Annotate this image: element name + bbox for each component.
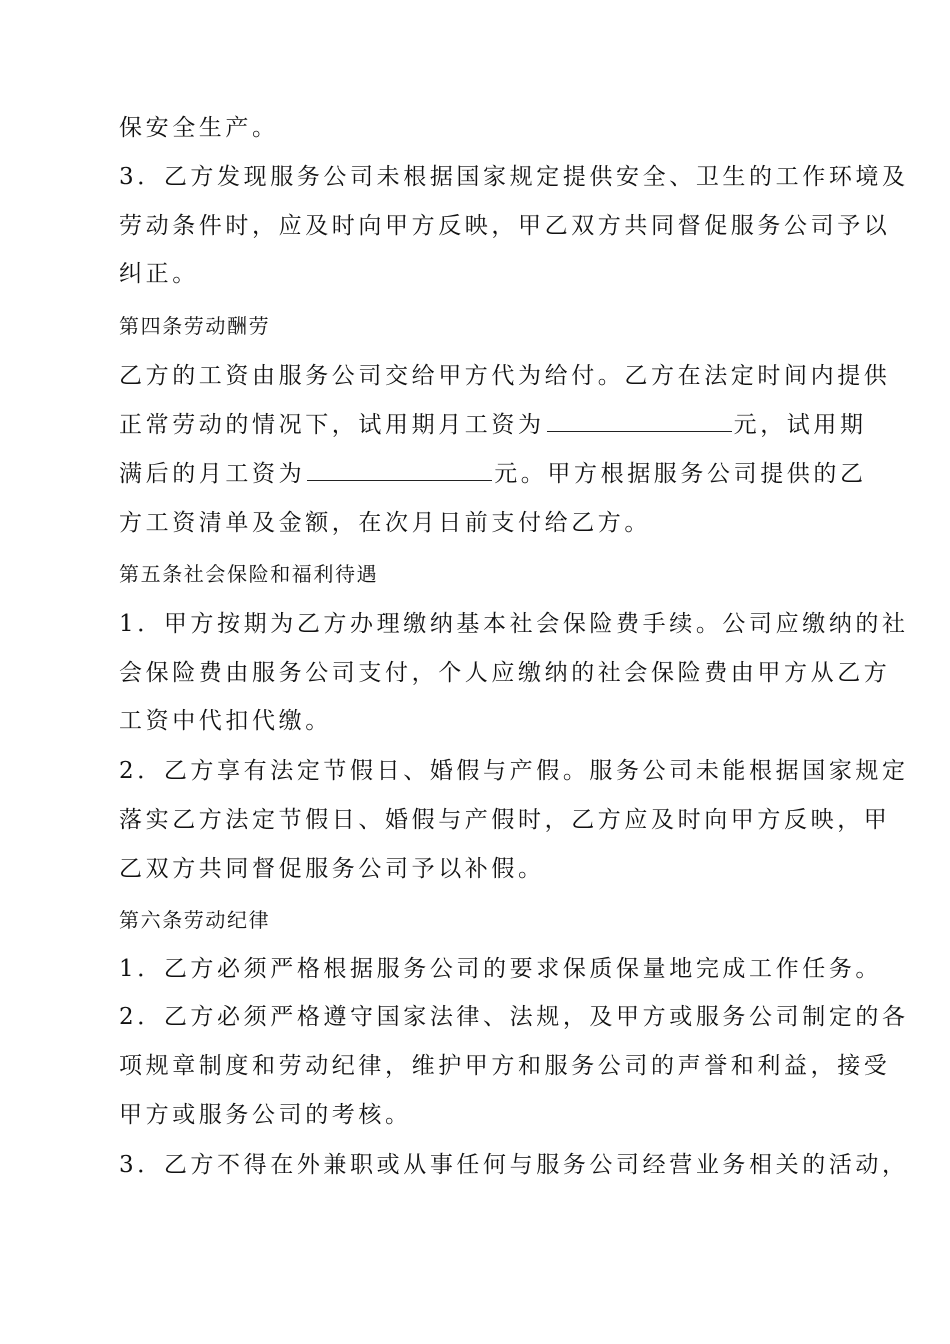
text-line: 1．甲方按期为乙方办理缴纳基本社会保险费手续。公司应缴纳的社 <box>119 611 909 637</box>
section-heading: 第六条劳动纪律 <box>119 908 271 932</box>
text-line: 2．乙方享有法定节假日、婚假与产假。服务公司未能根据国家规定 <box>119 758 909 784</box>
fill-in-blank <box>307 460 492 481</box>
text-line: 纠正。 <box>119 261 199 287</box>
text-line: 劳动条件时，应及时向甲方反映，甲乙双方共同督促服务公司予以 <box>119 213 891 239</box>
text-segment: 满后的月工资为 <box>119 461 306 487</box>
text-line: 方工资清单及金额，在次月日前支付给乙方。 <box>119 510 651 536</box>
text-line: 落实乙方法定节假日、婚假与产假时，乙方应及时向甲方反映，甲 <box>119 807 891 833</box>
text-line-with-blank <box>119 459 867 489</box>
text-line: 2．乙方必须严格遵守国家法律、法规，及甲方或服务公司制定的各 <box>119 1004 909 1030</box>
text-segment: 正常劳动的情况下，试用期月工资为 <box>119 412 545 438</box>
text-line: 会保险费由服务公司支付，个人应缴纳的社会保险费由甲方从乙方 <box>119 660 891 686</box>
text-segment: 元，试用期 <box>733 412 867 438</box>
text-line-with-blank <box>119 410 867 440</box>
text-line: 项规章制度和劳动纪律，维护甲方和服务公司的声誉和利益，接受 <box>119 1053 891 1079</box>
text-line: 工资中代扣代缴。 <box>119 708 332 734</box>
text-segment: 元。甲方根据服务公司提供的乙 <box>494 461 867 487</box>
text-line: 乙方的工资由服务公司交给甲方代为给付。乙方在法定时间内提供 <box>119 363 891 389</box>
text-line: 1．乙方必须严格根据服务公司的要求保质保量地完成工作任务。 <box>119 956 883 982</box>
fill-in-blank <box>547 411 732 432</box>
text-line: 保安全生产。 <box>119 115 279 141</box>
text-line: 3．乙方不得在外兼职或从事任何与服务公司经营业务相关的活动， <box>119 1152 909 1178</box>
section-heading: 第五条社会保险和福利待遇 <box>119 562 379 586</box>
text-line: 甲方或服务公司的考核。 <box>119 1102 412 1128</box>
section-heading: 第四条劳动酬劳 <box>119 314 271 338</box>
text-line: 3．乙方发现服务公司未根据国家规定提供安全、卫生的工作环境及 <box>119 164 909 190</box>
text-line: 乙双方共同督促服务公司予以补假。 <box>119 856 545 882</box>
